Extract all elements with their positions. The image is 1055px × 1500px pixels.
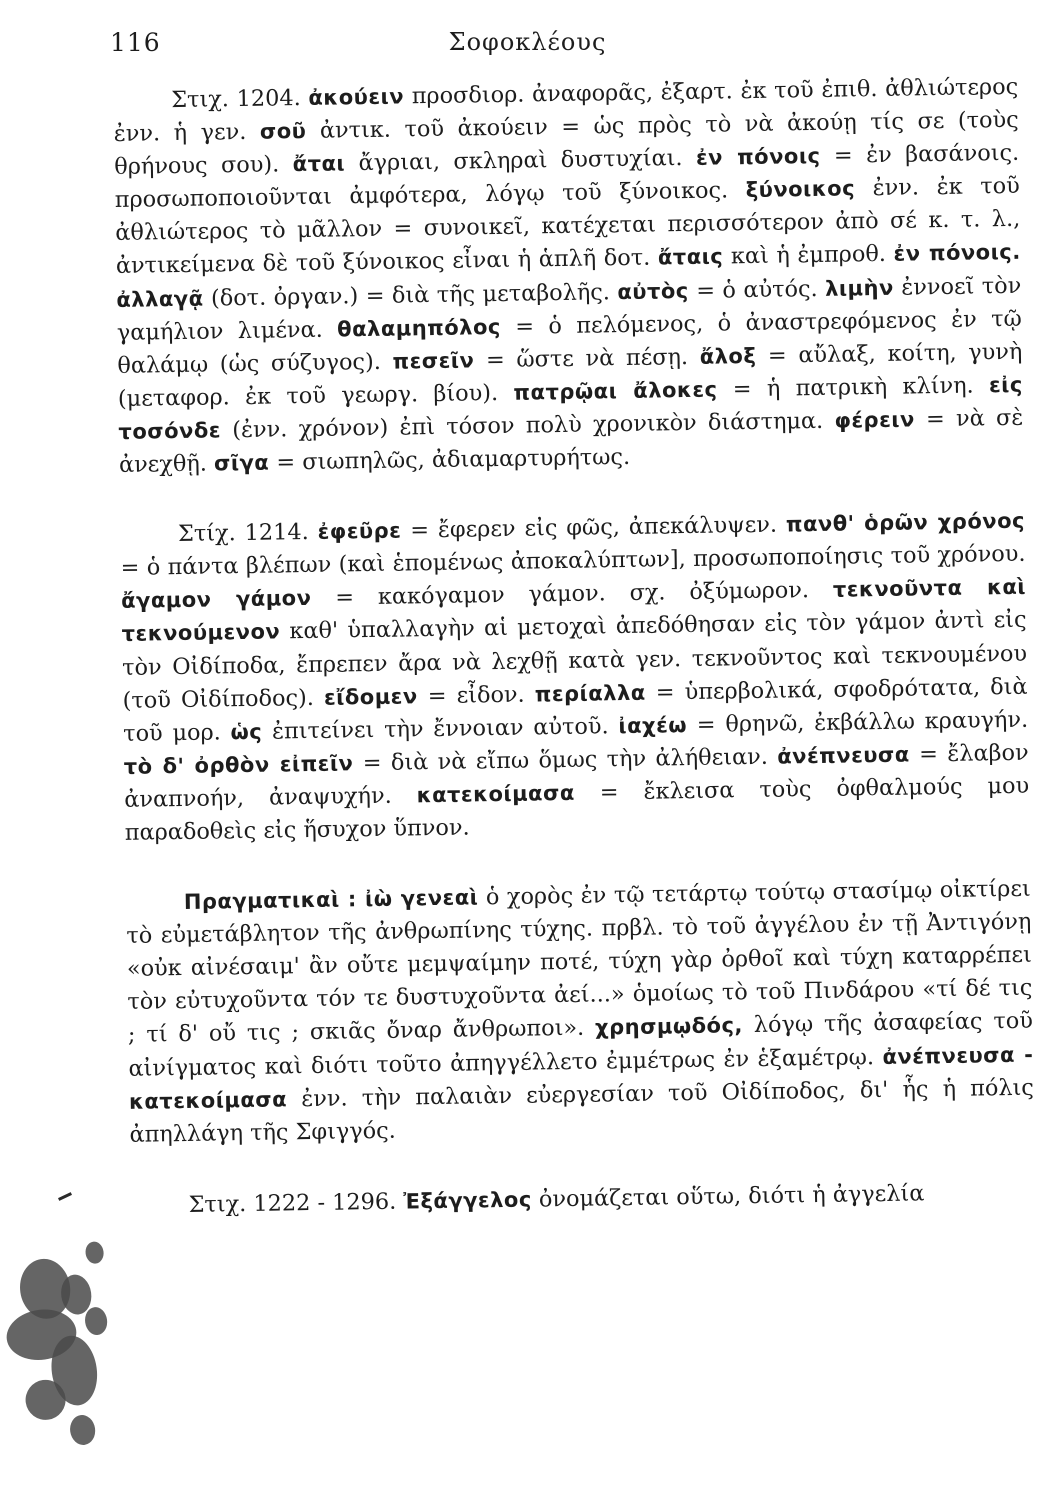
gloss-text: Στιχ. 1222 - 1296. bbox=[188, 1188, 404, 1218]
lemma: ἰαχέω bbox=[618, 712, 688, 738]
gloss-text: καὶ ἡ ἐμπροθ. bbox=[723, 241, 894, 270]
gloss-text: = ὥστε νὰ πέσῃ. bbox=[474, 343, 700, 374]
gloss-text: ὀνομάζεται οὕτω, διότι ἡ ἀγγελία bbox=[531, 1180, 925, 1213]
gloss-text: = κακόγαμον γάμον. σχ. ὀξύμωρον. bbox=[311, 577, 834, 612]
lemma: λιμὴν bbox=[824, 275, 894, 301]
lemma: σῖγα bbox=[213, 450, 270, 476]
lemma: χρησμῳδός, bbox=[594, 1013, 744, 1040]
commentary-text bbox=[113, 71, 1036, 1223]
gloss-text: = διὰ νὰ εἴπω ὅμως τὴν ἀλήθειαν. bbox=[353, 743, 778, 777]
lemma: ἀνέπνευσα bbox=[777, 742, 910, 769]
paragraph-indent bbox=[120, 541, 178, 542]
gloss-text: = ὁ αὐτός. bbox=[688, 275, 826, 304]
gloss-text: (δοτ. ὀργαν.) = διὰ τῆς μεταβολῆς. bbox=[203, 278, 618, 312]
lemma: Ἐξάγγελος bbox=[403, 1187, 532, 1214]
gloss-text: ὁ χορὸς ἐν τῷ τετάρτῳ τούτῳ στασίμῳ οἰκτίρει τὸ εὐμετάβλητον τῆς ἀνθρωπίνης τύχης. πρβλ. τὸ τοῦ ἀγγέλου ἐν τῇ Ἀντιγόνῃ «οὐκ αἰνέσαιμ' ἂν οὔτε μεμψαίμην ποτέ, τύχη γὰρ ὀρθοῖ καὶ τύχη καταρρέπει τὸν εὐτυχοῦντα τόν τε δυστυχοῦντα ἀεί...» ὁμοίως τὸ τοῦ Πινδάρου «τί δέ τις ; τί δ' οὔ τις ; σκιᾶς ὄναρ ἄνθρωποι». bbox=[126, 875, 1033, 1049]
gloss-text: = ἡ πατρικὴ κλίνη. bbox=[717, 372, 990, 403]
lemma: ἄγαμον γάμον bbox=[120, 586, 312, 614]
lemma: κατεκοίμασα bbox=[416, 780, 575, 808]
gloss-text: προσδιορ. ἀναφορᾶς, ἐξαρτ. ἐκ τοῦ ἐπιθ. ἀθλιώτερος ἐνν. ἡ γεν. bbox=[113, 73, 1019, 148]
gloss-text: = ὁ πελόμενος, ὁ ἀναστρεφόμενος ἐν τῷ θαλάμῳ (ὡς σύζυγος). bbox=[117, 305, 1022, 379]
pencil-mark bbox=[58, 1192, 72, 1201]
lemma: ἐφεῦρε bbox=[317, 518, 402, 544]
lemma: φέρειν bbox=[834, 407, 915, 433]
lemma: ἐν πόνοις bbox=[695, 144, 821, 171]
lemma: ἀκούειν bbox=[308, 84, 405, 110]
paragraph bbox=[120, 505, 1030, 850]
lemma: τὸ δ' ὀρθὸν εἰπεῖν bbox=[123, 751, 354, 779]
gloss-text: = θρηνῶ, ἐκβάλλω κραυγήν. bbox=[686, 706, 1029, 738]
gloss-text: Στιχ. 1204. bbox=[171, 84, 309, 114]
lemma: ἄταις bbox=[657, 244, 724, 270]
lemma: τεκνοῦντα καὶ τεκνούμενον bbox=[121, 575, 1027, 647]
paragraph bbox=[126, 873, 1035, 1152]
gloss-text: ἐνν. ἐκ τοῦ ἀθλιώτερος τὸ μᾶλλον = συνοικεῖ, κατέχεται περισσότερον ἀπὸ σέ κ. τ. λ., ἀντικείμενα δὲ τοῦ ξύνοικος εἶναι ἡ ἁπλῆ δοτ. bbox=[115, 173, 1021, 280]
lemma: περίαλλα bbox=[534, 680, 646, 707]
page-number: 116 bbox=[110, 28, 161, 57]
lemma: ἐν πόνοις. bbox=[893, 240, 1021, 267]
gloss-text: Στίχ. 1214. bbox=[177, 518, 318, 548]
lemma: Πραγματικαὶ : ἰὼ γενεαὶ bbox=[183, 885, 479, 915]
gloss-text: ἐπιτείνει τὴν ἔννοιαν αὐτοῦ. bbox=[262, 712, 619, 745]
gloss-text: = ἔλαβον ἀναπνοήν, ἀναψυχήν. bbox=[124, 739, 1029, 813]
gloss-text: = ἔφερεν εἰς φῶς, ἀπεκάλυψεν. bbox=[401, 511, 787, 544]
gloss-text: καθ' ὑπαλλαγὴν αἱ μετοχαὶ ἀπεδόθησαν εἰς τὸν γάμον ἀντὶ εἰς τὸν Οἰδίποδα, ἔπρεπεν ἄρα νὰ λεχθῇ κατὰ γεν. τεκνοῦντος καὶ τεκνουμένου (τοῦ Οἰδίποδος). bbox=[121, 607, 1028, 714]
lemma: ἀνέπνευσα - κατεκοίμασα bbox=[128, 1042, 1034, 1114]
gloss-text: λόγῳ τῆς ἀσαφείας τοῦ αἰνίγματος καὶ διότι τοῦτο ἀπηγγέλλετο ἐμμέτρως ἐν ἑξαμέτρῳ. bbox=[128, 1008, 1034, 1082]
gloss-text: ἄγριαι, σκληραὶ δυστυχίαι. bbox=[344, 145, 697, 177]
lemma: ξύνοικος bbox=[745, 176, 856, 203]
gloss-text: = εἶδον. bbox=[417, 681, 535, 709]
page-header bbox=[0, 28, 1055, 68]
lemma: ἀλλαγᾷ bbox=[116, 286, 204, 312]
paragraph-indent bbox=[126, 909, 184, 910]
lemma: σοῦ bbox=[259, 119, 307, 144]
gloss-text: = αὔλαξ, κοίτη, γυνὴ (μεταφορ. ἐκ τοῦ γεωργ. βίου). bbox=[117, 338, 1023, 412]
gloss-text: (ἐνν. χρόνον) ἐπὶ τόσον πολὺ χρονικὸν διάστημα. bbox=[220, 407, 835, 444]
gloss-text: = ἔκλεισα τοὺς ὀφθαλμούς μου παραδοθεὶς εἰς ἥσυχον ὕπνον. bbox=[124, 772, 1030, 846]
lemma: εἴδομεν bbox=[323, 683, 418, 710]
paragraph bbox=[113, 71, 1024, 482]
lemma: θαλαμηπόλος bbox=[337, 314, 502, 342]
gloss-text: ἀντικ. τοῦ ἀκούειν = ὡς πρὸς τὸ νὰ ἀκούῃ τίς σε (τοὺς θρήνους σου). bbox=[114, 106, 1019, 181]
lemma: ὡς bbox=[230, 719, 263, 744]
paragraph bbox=[130, 1175, 1035, 1222]
gloss-text: ἐνν. τὴν παλαιὰν εὐεργεσίαν τοῦ Οἰδίποδος, δι' ἧς ἡ πόλις ἀπηλλάγη τῆς Σφιγγός. bbox=[129, 1074, 1035, 1148]
lemma: πανθ' ὁρῶν χρόνος bbox=[785, 508, 1026, 537]
gloss-text: = ὁ πάντα βλέπων (καὶ ἑπομένως ἀποκαλύπτων], προσωποποίησις τοῦ χρόνου. bbox=[120, 540, 1026, 582]
ink-stamp bbox=[0, 1204, 184, 1500]
gloss-text: = σιωπηλῶς, ἀδιαμαρτυρήτως. bbox=[269, 443, 631, 476]
lemma: πεσεῖν bbox=[392, 348, 475, 374]
lemma: εἰς τοσόνδε bbox=[118, 372, 1023, 444]
lemma: ἄλοξ bbox=[699, 343, 757, 369]
paragraph-indent bbox=[113, 107, 171, 108]
gloss-text: = νὰ σὲ ἀνεχθῇ. bbox=[118, 404, 1024, 478]
lemma: αὐτὸς bbox=[617, 278, 689, 304]
running-head: Σοφοκλέους bbox=[448, 28, 607, 56]
lemma: πατρῷαι ἄλοκες bbox=[513, 377, 718, 405]
gloss-text: ἐννοεῖ τὸν γαμήλιον λιμένα. bbox=[116, 272, 1022, 346]
lemma: ἄται bbox=[292, 151, 346, 177]
gloss-text: = ὑπερβολικά, σφοδρότατα, διὰ τοῦ μορ. bbox=[122, 673, 1028, 747]
gloss-text: = ἐν βασάνοις. προσωποποιοῦνται ἀμφότερα, λόγῳ τοῦ ξύνοικος. bbox=[114, 139, 1020, 214]
